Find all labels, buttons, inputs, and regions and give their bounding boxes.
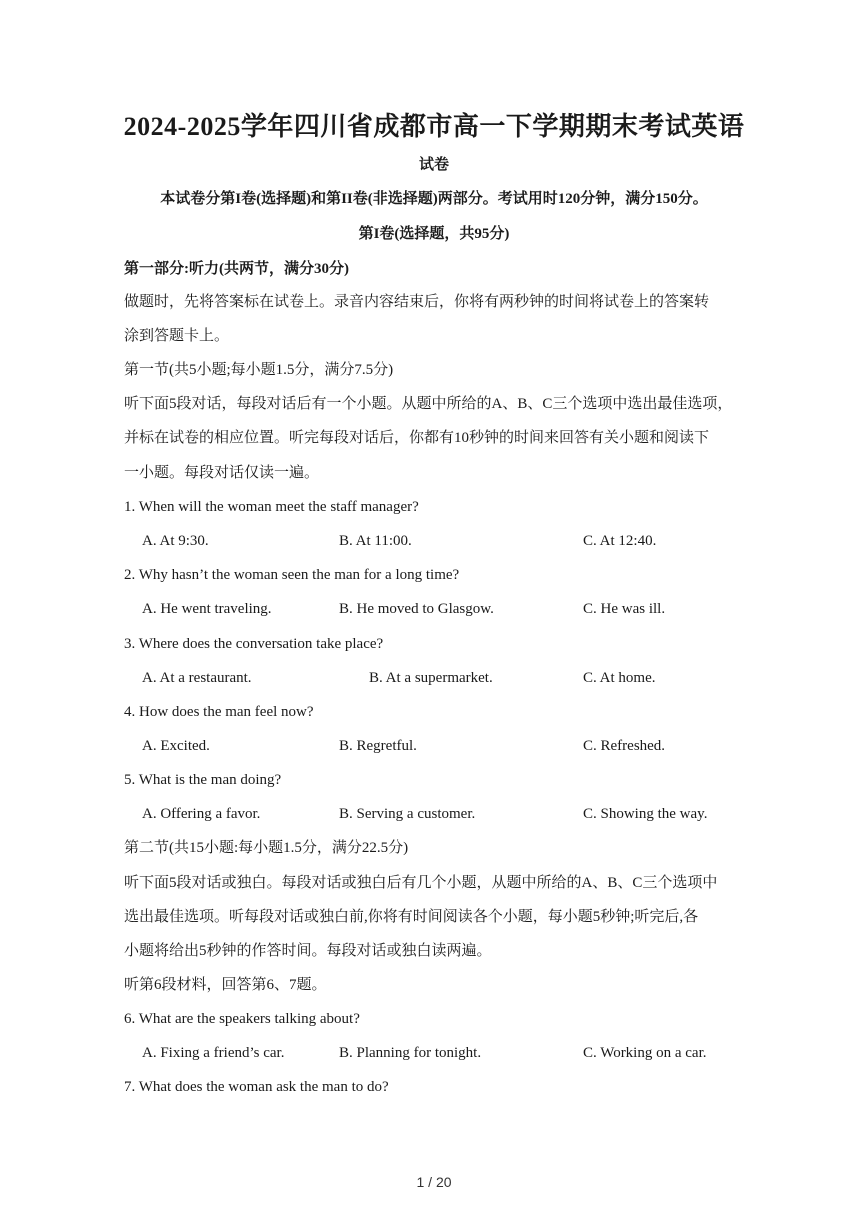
- option-b: B. Serving a customer.: [339, 806, 476, 822]
- section1-instruction-line: 并标在试卷的相应位置。听完每段对话后，你都有10秒钟的时间来回答有关小题和阅读下: [124, 430, 710, 446]
- option-c: C. At home.: [583, 670, 656, 686]
- question-stem: 5. What is the man doing?: [124, 772, 282, 788]
- option-a: A. At 9:30.: [142, 533, 209, 549]
- option-b: B. He moved to Glasgow.: [339, 601, 494, 617]
- section1-heading: 第一节(共5小题;每小题1.5分，满分7.5分): [124, 362, 394, 378]
- volume-heading: 第I卷(选择题，共95分): [358, 226, 510, 242]
- section2-heading: 第二节(共15小题:每小题1.5分，满分22.5分): [124, 840, 409, 856]
- question-stem: 7. What does the woman ask the man to do?: [124, 1079, 389, 1095]
- part1-instruction-line: 涂到答题卡上。: [124, 328, 230, 344]
- option-c: C. At 12:40.: [583, 533, 657, 549]
- option-b: B. Planning for tonight.: [339, 1045, 482, 1061]
- exam-title: 2024-2025学年四川省成都市高一下学期期末考试英语: [123, 112, 745, 141]
- option-b: B. Regretful.: [339, 738, 417, 754]
- question-stem: 1. When will the woman meet the staff manager?: [124, 499, 419, 515]
- question-stem: 2. Why hasn’t the woman seen the man for a long time?: [124, 567, 460, 583]
- question-stem: 6. What are the speakers talking about?: [124, 1011, 360, 1027]
- part1-instruction-line: 做题时，先将答案标在试卷上。录音内容结束后，你将有两秒钟的时间将试卷上的答案转: [124, 294, 710, 310]
- option-b: B. At a supermarket.: [369, 670, 493, 686]
- section1-instruction-line: 听下面5段对话，每段对话后有一个小题。从题中所给的A、B、C三个选项中选出最佳选项，: [124, 396, 733, 412]
- section1-instruction-line: 一小题。每段对话仅读一遍。: [124, 465, 320, 481]
- option-a: A. Excited.: [142, 738, 210, 754]
- option-c: C. Refreshed.: [583, 738, 666, 754]
- option-b: B. At 11:00.: [339, 533, 412, 549]
- page-number: 1 / 20: [416, 1174, 452, 1190]
- option-c: C. Showing the way.: [583, 806, 708, 822]
- option-a: A. Fixing a friend’s car.: [142, 1045, 285, 1061]
- option-a: A. At a restaurant.: [142, 670, 252, 686]
- question-stem: 3. Where does the conversation take place?: [124, 636, 384, 652]
- option-a: A. He went traveling.: [142, 601, 272, 617]
- exam-subtitle: 试卷: [418, 157, 449, 173]
- exam-intro: 本试卷分第I卷(选择题)和第II卷(非选择题)两部分。考试用时120分钟，满分150分。: [160, 191, 708, 207]
- section2-instruction-line: 选出最佳选项。听每段对话或独白前,你将有时间阅读各个小题，每小题5秒钟;听完后,各: [124, 909, 699, 925]
- section2-instruction-line: 听下面5段对话或独白。每段对话或独白后有几个小题，从题中所给的A、B、C三个选项中: [124, 875, 718, 891]
- option-c: C. He was ill.: [583, 601, 666, 617]
- option-c: C. Working on a car.: [583, 1045, 707, 1061]
- option-a: A. Offering a favor.: [142, 806, 261, 822]
- material-heading: 听第6段材料，回答第6、7题。: [124, 977, 327, 993]
- question-stem: 4. How does the man feel now?: [124, 704, 314, 720]
- part1-heading: 第一部分:听力(共两节，满分30分): [124, 261, 349, 277]
- section2-instruction-line: 小题将给出5秒钟的作答时间。每段对话或独白读两遍。: [124, 943, 492, 959]
